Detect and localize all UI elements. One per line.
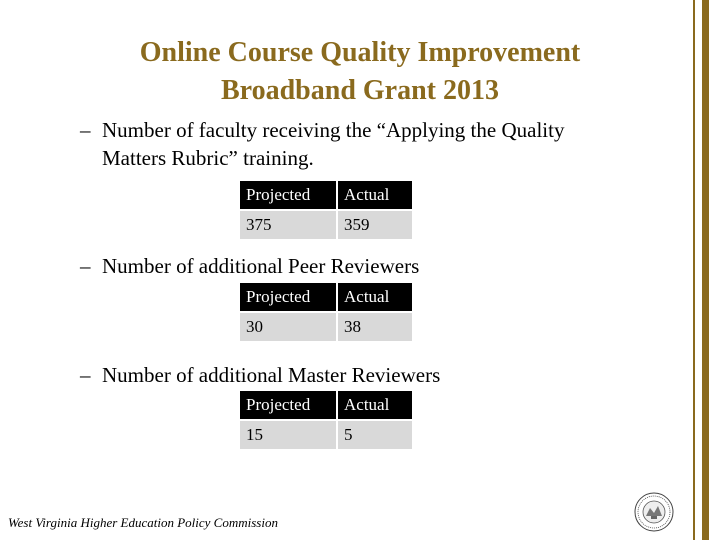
bullet-master-reviewers	[80, 361, 440, 389]
header-projected: Projected	[240, 391, 336, 419]
bullet-peer-reviewers	[80, 252, 419, 280]
header-projected: Projected	[240, 181, 336, 209]
value-actual: 5	[336, 419, 412, 449]
value-projected: 375	[240, 209, 336, 239]
state-seal-icon	[634, 492, 674, 532]
footer-organization: West Virginia Higher Education Policy Commission	[8, 515, 278, 530]
value-actual: 38	[336, 311, 412, 341]
table-value-row	[240, 311, 412, 341]
title-line-1: Online Course Quality Improvement	[139, 37, 581, 68]
header-projected: Projected	[240, 283, 336, 311]
title-line-2: Broadband Grant 2013	[221, 75, 499, 106]
faculty-training-table	[240, 181, 412, 239]
peer-reviewers-table	[240, 283, 412, 341]
value-actual: 359	[336, 209, 412, 239]
bullet-text: Number of additional Master Reviewers	[102, 363, 441, 387]
value-projected: 30	[240, 311, 336, 341]
bullet-faculty-training	[80, 116, 564, 172]
table-value-row	[240, 419, 412, 449]
slide-title	[60, 34, 660, 110]
bullet-dash: –	[80, 254, 91, 278]
bullet-text: Number of faculty receiving the “Applying the Quality	[102, 118, 565, 142]
table-header-row	[240, 391, 412, 419]
table-header-row	[240, 181, 412, 209]
table-value-row	[240, 209, 412, 239]
bullet-text-continued: Matters Rubric” training.	[102, 146, 314, 170]
bullet-text: Number of additional Peer Reviewers	[102, 254, 420, 278]
table-header-row	[240, 283, 412, 311]
master-reviewers-table	[240, 391, 412, 449]
bullet-dash: –	[80, 118, 91, 142]
right-border-line	[693, 0, 695, 540]
value-projected: 15	[240, 419, 336, 449]
header-actual: Actual	[336, 391, 412, 419]
header-actual: Actual	[336, 181, 412, 209]
right-border-bar	[702, 0, 709, 540]
header-actual: Actual	[336, 283, 412, 311]
bullet-dash: –	[80, 363, 91, 387]
